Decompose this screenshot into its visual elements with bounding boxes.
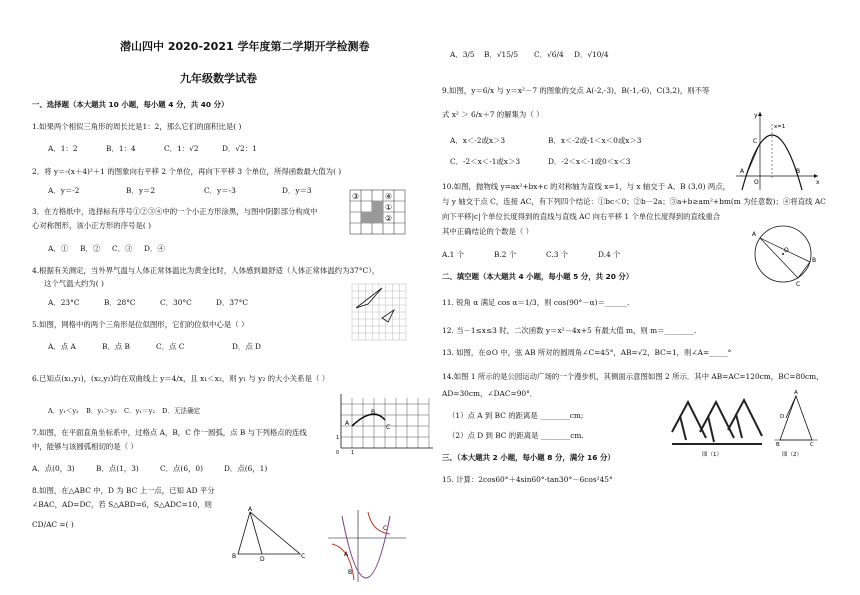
question-8-options [450, 50, 632, 60]
question-3-options [48, 244, 202, 254]
grid-mark: ② [385, 214, 393, 223]
option: D．37°C [216, 298, 249, 307]
grid-mark: ③ [352, 192, 360, 201]
question-7-line-2: 中，能够与该圆弧相切的是（ ） [32, 442, 138, 451]
point-label: A [740, 168, 745, 175]
question-10-line-3: 向下平移|c|个单位长度得到的直线与直线 AC 向右平移 1 个单位长度得到的直线重合 [442, 212, 721, 221]
option: C．点(6，0) [160, 464, 203, 473]
axis-label: 1 [336, 435, 340, 441]
axis-label: x=1 [774, 124, 786, 130]
option: D．④ [144, 244, 165, 253]
grid-mark: ④ [385, 192, 393, 201]
question-4-line-1: 4.根据有关测定，当外界气温与人体正常体温比为黄金比时，人体感到最舒适（人体正常体温约为37°C）， [32, 266, 380, 275]
exam-title: 潜山四中 2020-2021 学年度第二学期开学检测卷 [120, 40, 370, 53]
point-label: A [345, 420, 350, 427]
question-2: 2．将 y＝-(x＋4)²＋1 的图象向右平移 2 个单位，再向下平移 3 个单位，所得函数最大值为( ) [32, 167, 342, 176]
question-14-line-1: 14.如图 1 所示的是公园运动广场的一个漫步机，其侧面示意图如图 2 所示．其中 AB=AC=120cm，BC=80cm， [442, 372, 824, 381]
question-14-part-1: （1）点 A 到 BC 的距离是 ________cm; [448, 411, 584, 420]
q7-arc-figure [333, 392, 433, 456]
q5-homothety-figure [352, 284, 406, 340]
section-3-heading: 三、（本大题共 2 小题，每小题 8 分，满分 16 分） [442, 453, 615, 462]
grid-mark: ① [385, 203, 393, 212]
question-12: 12. 当－1≤x≤3 时，二次函数 y＝x²－4x+5 有最大值 m，则 m＝________. [442, 326, 697, 335]
vertex-label: C [810, 442, 814, 448]
question-1-options [48, 144, 280, 154]
question-9-option-b: B．x＜-2或-1＜x＜0或x＞3 [548, 136, 642, 145]
vertex-label: C [301, 553, 306, 560]
question-2-options [48, 186, 340, 196]
option: B．点(1，3) [96, 464, 139, 473]
point-label: B [371, 409, 376, 416]
option: C．1：√2 [164, 144, 199, 153]
option: C．点 C [156, 342, 185, 351]
vertex-label: D [260, 556, 265, 563]
option: B．y＝2 [126, 186, 156, 195]
option: A.1 个 [442, 250, 465, 259]
question-4-line-2: 这个气温大约为( ) [44, 279, 104, 288]
option: A．点(0，3) [32, 464, 75, 473]
point-label: B [348, 569, 353, 576]
question-9-line-1: 9.如图，y＝6/x 与 y＝x²－7 的图象的交点 A(-2,-3)，B(-1,-6)，C(3,2)，则不等 [442, 86, 710, 95]
question-5: 5.如图，网格中的两个三角形是位似图形，它们的位似中心是（ ） [32, 320, 249, 329]
option: C.3 个 [546, 250, 569, 259]
option: B.2 个 [494, 250, 517, 259]
question-10-line-1: 10.如图，抛物线 y=ax²+bx+c 的对称轴为直线 x=1，与 x 轴交于 A、B (3,0) 两点， [442, 182, 730, 191]
vertex-label: B [232, 553, 237, 560]
option: B．√15/5 [484, 50, 519, 59]
option: D．√10/4 [574, 50, 609, 59]
question-9-option-a: A．x＜-2或x＞3 [450, 136, 506, 145]
point-label: A [344, 551, 349, 558]
vertex-label: D [780, 414, 785, 420]
question-9-line-2: 式 x² ＞ 6/x＋7 的解集为（ ） [442, 110, 544, 119]
option: C．30°C [160, 298, 192, 307]
point-label: C [796, 281, 801, 288]
q13-circle-figure [750, 222, 816, 286]
q9-graph-figure [328, 510, 406, 582]
q14-walker-photo [666, 392, 766, 458]
q3-grid-figure [350, 190, 406, 234]
option: B．y₁＞y₂ [86, 407, 117, 415]
option: A．y₁＜y₂ [48, 407, 79, 415]
option: D.4 个 [598, 250, 621, 259]
q10-parabola-figure [736, 110, 822, 190]
point-label: O [754, 179, 759, 186]
question-14-line-2: AD=30cm，∠DAC=90°． [442, 389, 538, 398]
option: A．3/5 [450, 50, 475, 59]
point-label: C [386, 424, 391, 431]
vertex-label: A [794, 390, 798, 396]
option: A．点 A [48, 342, 76, 351]
option: B．② [80, 244, 101, 253]
option: B．1：4 [106, 144, 136, 153]
question-5-options [48, 342, 290, 352]
vertex-label: A [248, 506, 253, 513]
question-7-line-1: 7.如图，在平面直角坐标系中，过格点 A，B，C 作一圆弧，点 B 与下列格点的连线 [32, 428, 307, 437]
option: D．点 D [232, 342, 261, 351]
question-3-line-1: 3．在方格纸中，选择标有序号①②③④中的一个小正方形涂黑，与图中阴影部分构成中 [32, 207, 318, 216]
option: C．√6/4 [534, 50, 564, 59]
option: D．y＝3 [282, 186, 312, 195]
option: D．无法确定 [162, 407, 201, 415]
option: C．y＝-3 [204, 186, 236, 195]
question-1: 1.如果两个相似三角形的周长比是1：2，那么它们的面积比是( ) [32, 122, 242, 131]
question-10-line-2: 与 y 轴交于点 C，连接 AC，有下列四个结论：①bc＜0；②b－2a；③a+b≥am²+bm(m 为任意数)；④将直线 AC [442, 197, 826, 206]
option: C．y₁＝y₂ [124, 407, 155, 415]
point-label: A [752, 231, 757, 238]
point-label: C [383, 525, 388, 532]
question-8-line-2: ∠BAC，AD=DC，若 S△ABD=6，S△ADC=10，则 [32, 500, 212, 509]
figure-caption: 图（2） [782, 452, 802, 458]
question-8-line-3: CD/AC =( ) [32, 520, 74, 529]
point-label: C [753, 138, 758, 145]
figure-caption: 图（1） [702, 452, 722, 458]
q14-schematic-figure [770, 388, 822, 458]
question-9-option-d: D．-2＜x＜-1或0＜x＜3 [548, 157, 631, 166]
question-13: 13. 如图，在⊙O 中，弦 AB 所对的圆周角∠C=45°，AB=√2，BC=1，则∠A=_____° [442, 348, 732, 357]
axis-label: 1 [351, 450, 355, 456]
question-8-line-1: 8.如图，在△ABC 中，D 为 BC 上一点，已知 AD 平分 [32, 486, 215, 495]
question-10-line-4: 其中正确结论的个数是（ ） [442, 227, 534, 236]
question-7-options [32, 464, 282, 474]
question-6: 6.已知点(x₁,y₁)，(x₂,y₂)均在双曲线上 y＝4/x，且 x₁＜x₂，则 y₁ 与 y₂ 的大小关系是（ ） [32, 374, 330, 383]
q8-triangle-figure [232, 506, 308, 563]
section-2-heading: 二、填空题（本大题共 4 小题，每小题 5 分，共 20 分） [442, 272, 634, 281]
question-14-part-2: （2）点 D 到 BC 的距离是 ________cm. [448, 431, 584, 440]
option: B．点 B [102, 342, 130, 351]
option: A．y＝-2 [48, 186, 80, 195]
question-6-options [48, 406, 220, 416]
question-4-options [48, 298, 274, 308]
option: A．① [48, 244, 69, 253]
option: A．23°C [48, 298, 80, 307]
question-15: 15. 计算：2cos60°＋4sin60°·tan30°－6cos²45° [442, 475, 613, 484]
question-10-options [442, 250, 656, 260]
question-3-line-2: 心对称图形，该小正方形的序号是( ) [32, 221, 151, 230]
axis-label: 0 [336, 450, 340, 456]
point-label: B [796, 168, 801, 175]
question-11: 11. 锐角 α 满足 cos α＝1/3，则 cos(90°－α)＝______. [442, 298, 630, 307]
option: B．28°C [104, 298, 136, 307]
axis-label: x [816, 179, 820, 186]
option: C．③ [112, 244, 133, 253]
option: D．点(6，1) [224, 464, 268, 473]
section-1-heading: 一、选择题（本大题共 10 小题，每小题 4 分，共 40 分） [32, 100, 229, 109]
axis-label: y [754, 112, 758, 119]
option: D．√2：1 [222, 144, 257, 153]
vertex-label: B [776, 442, 780, 448]
exam-subtitle: 九年级数学试卷 [180, 72, 257, 85]
option: A．1：2 [48, 144, 78, 153]
point-label: B [812, 257, 817, 264]
point-label: O [784, 247, 789, 254]
question-9-option-c: C．-2＜x＜-1或x＞3 [450, 157, 521, 166]
